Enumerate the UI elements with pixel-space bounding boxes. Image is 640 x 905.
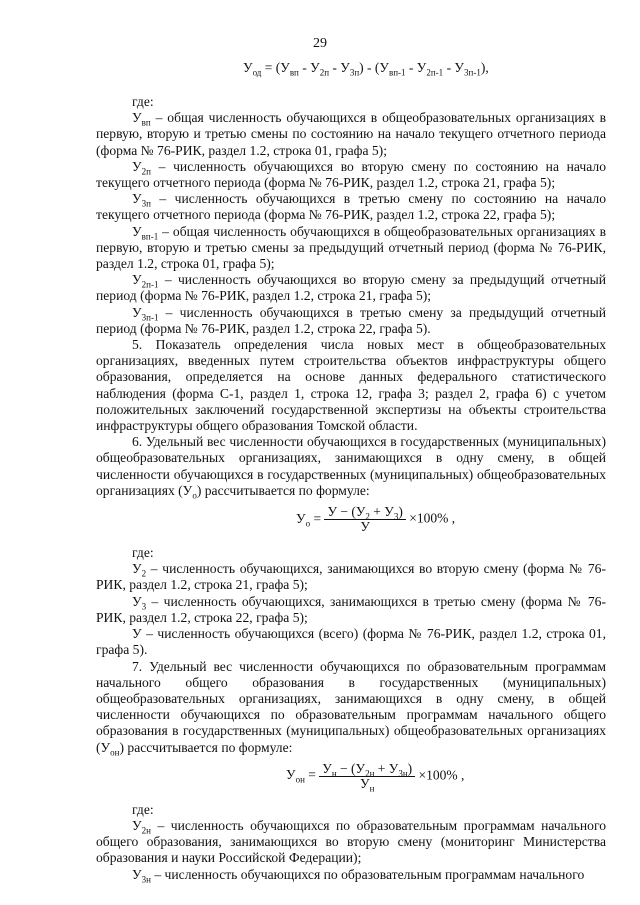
- definition-item: $У_{3н}$ – численность обучающихся по образовательным программам начального: [132, 866, 585, 885]
- formula-u-od: $У_{од} = (У_{вп} - У_{2п} - У_{3п}) - (У_{вп-1} - У_{2п-1} - У_{3п-1})$,: [243, 60, 489, 78]
- definition-item: У – численность обучающихся (всего) (форма № 76-РИК, раздел 1.2, строка 01, графа 5).: [96, 626, 606, 658]
- where-label: где:: [132, 94, 154, 109]
- definition-item: $У_{2н}$ – численность обучающихся по образовательным программам начального общего образования, занимающихся во вторую смену (мониторинг Министерства образования и науки Российской Федерации);: [96, 817, 606, 866]
- paragraph-7: 7. Удельный вес численности обучающихся по образовательным программам начального общего образования в государственных (муниципальных) общеобразовательных организациях, занимающихся в одну смену, в общей численности обучающихся по образовательным программам начального общего образования в государственных (муниципальных) общеобразовательных организациях $(У_{он})$ рассчитывается по формуле:: [96, 658, 606, 758]
- formula-u-on-lhs: $У_{он}$ =: [286, 767, 316, 785]
- document-body: [96, 94, 606, 883]
- formula-u-on-denominator: $У_н$: [360, 775, 375, 794]
- definition-item: $У_2$ – численность обучающихся, занимающихся во вторую смену (форма № 76-РИК, раздел 1.2, строка 21, графа 5);: [96, 561, 606, 593]
- definition-item: $У_{2п-1}$ – численность обучающихся во вторую смену за предыдущий отчетный период (форма № 76-РИК, раздел 1.2, строка 21, графа 5);: [96, 272, 606, 304]
- formula-u-o-denominator: У: [360, 519, 370, 535]
- paragraph-5: 5. Показатель определения числа новых мест в общеобразовательных организациях, введенных путем строительства объектов инфраструктуры общего образования, определяется на основе данных федерального статистического наблюдения (форма С-1, раздел 1, строка 12, графа 3; раздел 2, графа 6) с учетом положительных заключений государственной экспертизы на объекты строительства инфраструктуры общего образования Томской области.: [96, 337, 606, 434]
- definition-item: $У_{2п}$ – численность обучающихся во вторую смену по состоянию на начало текущего отчетного периода (форма № 76-РИК, раздел 1.2, строка 21, графа 5);: [96, 158, 606, 191]
- where-label: где:: [132, 801, 154, 817]
- where-label: где:: [132, 545, 154, 561]
- formula-u-o-fraction: [324, 505, 405, 534]
- definition-item: $У_{вп-1}$ – общая численность обучающихся в общеобразовательных организациях в первую, вторую и третью смены за предыдущий отчетный период (форма № 76-РИК, раздел 1.2, строка 01, графа 5);: [96, 223, 606, 272]
- formula-u-on-rhs: ×100% ,: [418, 767, 465, 783]
- paragraph-6: 6. Удельный вес численности обучающихся в государственных (муниципальных) общеобразовательных организациях, занимающихся в одну смену, в общей численности обучающихся в государственных (муниципальных) общеобразовательных организациях $(У_о)$ рассчитывается по формуле:: [96, 434, 606, 501]
- definitions-list-2: [96, 561, 606, 658]
- definition-item: $У_{3п}$ – численность обучающихся в третью смену по состоянию на начало текущего отчетного периода (форма № 76-РИК, раздел 1.2, строка 22, графа 5);: [96, 191, 606, 223]
- definition-item: $У_{3п-1}$ – численность обучающихся в третью смену за предыдущий отчетный период (форма № 76-РИК, раздел 1.2, строка 22, графа 5).: [96, 304, 606, 336]
- page-number: 29: [313, 36, 327, 51]
- formula-u-on-numerator: $У_н - (У_{2н} + У_{3н})$: [319, 762, 415, 777]
- formula-u-o: [96, 499, 606, 545]
- formula-u-on-fraction: [319, 760, 415, 794]
- definition-item: $У_3$ – численность обучающихся, занимающихся в третью смену (форма № 76-РИК, раздел 1.2, строка 22, графа 5);: [96, 593, 606, 625]
- definitions-list-3: [96, 818, 606, 883]
- formula-u-on: [96, 756, 606, 802]
- formula-u-o-lhs: $У_о$ =: [296, 510, 322, 529]
- definitions-list-1: [96, 110, 606, 337]
- formula-u-o-rhs: ×100% ,: [409, 510, 456, 526]
- formula-u-o-numerator: $У - (У_2 + У_3)$: [324, 505, 405, 520]
- definition-item: $У_{вп}$ – общая численность обучающихся в общеобразовательных организациях в первую, вторую и третью смены по состоянию на начало текущего отчетного периода (форма № 76-РИК, раздел 1.2, строка 01, графа 5);: [96, 110, 606, 158]
